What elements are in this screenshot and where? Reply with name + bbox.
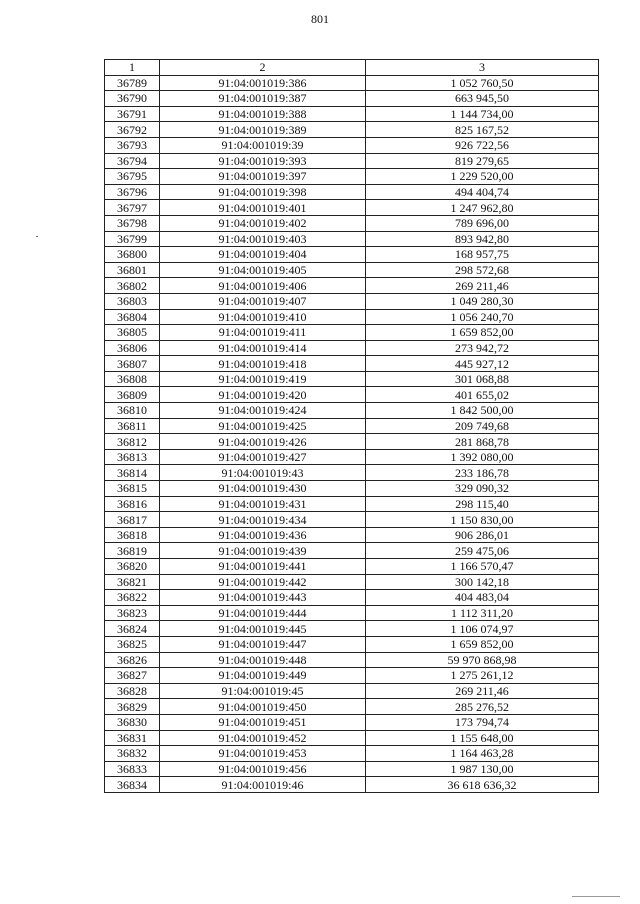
cadastral-value-cell: 173 794,74 [366,714,599,730]
table-row [105,434,599,450]
cadastral-number-cell: 91:04:001019:452 [160,730,366,746]
cadastral-number-cell: 91:04:001019:45 [160,683,366,699]
row-number-cell: 36792 [105,122,160,138]
table-row [105,699,599,715]
cadastral-value-cell: 819 279,65 [366,153,599,169]
row-number-cell: 36821 [105,574,160,590]
cadastral-value-cell: 1 987 130,00 [366,761,599,777]
table-row [105,683,599,699]
table-row [105,278,599,294]
cadastral-number-cell: 91:04:001019:443 [160,590,366,606]
table-row [105,309,599,325]
row-number-cell: 36823 [105,605,160,621]
row-number-cell: 36797 [105,200,160,216]
row-number-cell: 36814 [105,465,160,481]
row-number-cell: 36817 [105,512,160,528]
table-row [105,465,599,481]
row-number-cell: 36819 [105,543,160,559]
cadastral-number-cell: 91:04:001019:404 [160,247,366,263]
cadastral-value-cell: 300 142,18 [366,574,599,590]
cadastral-value-cell: 445 927,12 [366,356,599,372]
scan-artifact-line [572,896,620,897]
table-row [105,356,599,372]
cadastral-number-cell: 91:04:001019:450 [160,699,366,715]
table-row [105,325,599,341]
row-number-cell: 36805 [105,325,160,341]
cadastral-number-cell: 91:04:001019:402 [160,215,366,231]
row-number-cell: 36791 [105,106,160,122]
row-number-cell: 36827 [105,668,160,684]
cadastral-value-cell: 1 392 080,00 [366,449,599,465]
table-row [105,200,599,216]
cadastral-value-cell: 269 211,46 [366,683,599,699]
page-number: 801 [311,12,329,26]
cadastral-value-cell: 401 655,02 [366,387,599,403]
row-number-cell: 36815 [105,481,160,497]
row-number-cell: 36810 [105,403,160,419]
cadastral-number-cell: 91:04:001019:445 [160,621,366,637]
cadastral-value-cell: 285 276,52 [366,699,599,715]
table-row [105,418,599,434]
cadastral-value-cell: 1 155 648,00 [366,730,599,746]
cadastral-value-cell: 789 696,00 [366,215,599,231]
cadastral-number-cell: 91:04:001019:405 [160,262,366,278]
cadastral-number-cell: 91:04:001019:427 [160,449,366,465]
cadastral-number-cell: 91:04:001019:39 [160,137,366,153]
row-number-cell: 36832 [105,746,160,762]
table-row [105,636,599,652]
cadastral-value-cell: 893 942,80 [366,231,599,247]
cadastral-number-cell: 91:04:001019:420 [160,387,366,403]
table-row [105,746,599,762]
row-number-cell: 36802 [105,278,160,294]
table-row [105,231,599,247]
cadastral-value-cell: 329 090,32 [366,481,599,497]
scan-artifact-dot [36,236,38,237]
row-number-cell: 36818 [105,527,160,543]
cadastral-value-cell: 1 275 261,12 [366,668,599,684]
row-number-cell: 36803 [105,293,160,309]
cadastral-value-cell: 906 286,01 [366,527,599,543]
cadastral-number-cell: 91:04:001019:414 [160,340,366,356]
table-row [105,75,599,91]
cadastral-number-cell: 91:04:001019:401 [160,200,366,216]
cadastral-value-cell: 1 049 280,30 [366,293,599,309]
row-number-cell: 36833 [105,761,160,777]
table-header [105,60,599,76]
cadastral-number-cell: 91:04:001019:451 [160,714,366,730]
cadastral-value-cell: 926 722,56 [366,137,599,153]
cadastral-value-cell: 1 659 852,00 [366,636,599,652]
cadastral-number-cell: 91:04:001019:386 [160,75,366,91]
cadastral-value-cell: 494 404,74 [366,184,599,200]
cadastral-number-cell: 91:04:001019:406 [160,278,366,294]
cadastral-number-cell: 91:04:001019:449 [160,668,366,684]
cadastral-number-cell: 91:04:001019:431 [160,496,366,512]
cadastral-number-cell: 91:04:001019:448 [160,652,366,668]
cadastral-value-cell: 209 749,68 [366,418,599,434]
cadastral-number-cell: 91:04:001019:442 [160,574,366,590]
cadastral-number-cell: 91:04:001019:410 [160,309,366,325]
table-row [105,387,599,403]
cadastral-value-cell: 1 052 760,50 [366,75,599,91]
column-header-1: 1 [105,60,160,76]
row-number-cell: 36828 [105,683,160,699]
table-row [105,761,599,777]
row-number-cell: 36800 [105,247,160,263]
cadastral-number-cell: 91:04:001019:46 [160,777,366,793]
row-number-cell: 36822 [105,590,160,606]
cadastral-value-cell: 168 957,75 [366,247,599,263]
cadastral-value-cell: 269 211,46 [366,278,599,294]
row-number-cell: 36798 [105,215,160,231]
header-row [105,60,599,76]
column-header-2: 2 [160,60,366,76]
row-number-cell: 36826 [105,652,160,668]
table-row [105,215,599,231]
cadastral-value-cell: 1 164 463,28 [366,746,599,762]
cadastral-value-cell: 404 483,04 [366,590,599,606]
cadastral-number-cell: 91:04:001019:398 [160,184,366,200]
cadastral-value-cell: 233 186,78 [366,465,599,481]
cadastral-number-cell: 91:04:001019:424 [160,403,366,419]
cadastral-value-cell: 36 618 636,32 [366,777,599,793]
cadastral-number-cell: 91:04:001019:444 [160,605,366,621]
cadastral-number-cell: 91:04:001019:403 [160,231,366,247]
table-row [105,184,599,200]
row-number-cell: 36812 [105,434,160,450]
row-number-cell: 36834 [105,777,160,793]
table-row [105,730,599,746]
column-header-3: 3 [366,60,599,76]
cadastral-number-cell: 91:04:001019:393 [160,153,366,169]
table-row [105,137,599,153]
row-number-cell: 36799 [105,231,160,247]
table-row [105,714,599,730]
table-row [105,403,599,419]
table-row [105,340,599,356]
table-row [105,122,599,138]
cadastral-number-cell: 91:04:001019:426 [160,434,366,450]
table-row [105,481,599,497]
cadastral-number-cell: 91:04:001019:407 [160,293,366,309]
cadastral-value-table [104,59,599,793]
table-row [105,371,599,387]
table-row [105,512,599,528]
cadastral-number-cell: 91:04:001019:387 [160,91,366,107]
row-number-cell: 36808 [105,371,160,387]
row-number-cell: 36793 [105,137,160,153]
cadastral-value-cell: 1 659 852,00 [366,325,599,341]
row-number-cell: 36830 [105,714,160,730]
row-number-cell: 36795 [105,169,160,185]
cadastral-value-cell: 281 868,78 [366,434,599,450]
table-row [105,153,599,169]
table-row [105,293,599,309]
row-number-cell: 36801 [105,262,160,278]
table-row [105,247,599,263]
table-body [105,75,599,792]
table-row [105,621,599,637]
cadastral-number-cell: 91:04:001019:453 [160,746,366,762]
cadastral-value-cell: 1 106 074,97 [366,621,599,637]
cadastral-value-cell: 1 144 734,00 [366,106,599,122]
row-number-cell: 36796 [105,184,160,200]
cadastral-number-cell: 91:04:001019:411 [160,325,366,341]
cadastral-value-cell: 1 842 500,00 [366,403,599,419]
cadastral-value-cell: 1 150 830,00 [366,512,599,528]
cadastral-number-cell: 91:04:001019:397 [160,169,366,185]
table-row [105,559,599,575]
cadastral-number-cell: 91:04:001019:434 [160,512,366,528]
table-row [105,605,599,621]
cadastral-value-cell: 298 572,68 [366,262,599,278]
table-row [105,449,599,465]
table-row [105,668,599,684]
row-number-cell: 36831 [105,730,160,746]
cadastral-value-cell: 301 068,88 [366,371,599,387]
cadastral-value-cell: 259 475,06 [366,543,599,559]
cadastral-number-cell: 91:04:001019:441 [160,559,366,575]
cadastral-number-cell: 91:04:001019:388 [160,106,366,122]
table-row [105,590,599,606]
table-row [105,262,599,278]
table-row [105,496,599,512]
row-number-cell: 36804 [105,309,160,325]
table-row [105,91,599,107]
table-row [105,106,599,122]
row-number-cell: 36820 [105,559,160,575]
cadastral-value-cell: 298 115,40 [366,496,599,512]
cadastral-number-cell: 91:04:001019:418 [160,356,366,372]
row-number-cell: 36806 [105,340,160,356]
cadastral-value-cell: 1 112 311,20 [366,605,599,621]
cadastral-number-cell: 91:04:001019:430 [160,481,366,497]
table-row [105,543,599,559]
cadastral-number-cell: 91:04:001019:43 [160,465,366,481]
row-number-cell: 36807 [105,356,160,372]
table-row [105,652,599,668]
row-number-cell: 36790 [105,91,160,107]
row-number-cell: 36813 [105,449,160,465]
cadastral-number-cell: 91:04:001019:447 [160,636,366,652]
cadastral-number-cell: 91:04:001019:439 [160,543,366,559]
row-number-cell: 36809 [105,387,160,403]
cadastral-number-cell: 91:04:001019:425 [160,418,366,434]
row-number-cell: 36825 [105,636,160,652]
cadastral-value-cell: 1 247 962,80 [366,200,599,216]
cadastral-value-cell: 1 056 240,70 [366,309,599,325]
table-row [105,574,599,590]
cadastral-number-cell: 91:04:001019:436 [160,527,366,543]
row-number-cell: 36794 [105,153,160,169]
cadastral-value-cell: 663 945,50 [366,91,599,107]
cadastral-number-cell: 91:04:001019:456 [160,761,366,777]
table-row [105,777,599,793]
row-number-cell: 36816 [105,496,160,512]
cadastral-value-cell: 1 166 570,47 [366,559,599,575]
table-row [105,169,599,185]
cadastral-number-cell: 91:04:001019:389 [160,122,366,138]
cadastral-value-cell: 59 970 868,98 [366,652,599,668]
row-number-cell: 36789 [105,75,160,91]
cadastral-value-cell: 825 167,52 [366,122,599,138]
table-row [105,527,599,543]
row-number-cell: 36811 [105,418,160,434]
cadastral-value-cell: 1 229 520,00 [366,169,599,185]
cadastral-number-cell: 91:04:001019:419 [160,371,366,387]
row-number-cell: 36824 [105,621,160,637]
row-number-cell: 36829 [105,699,160,715]
cadastral-value-cell: 273 942,72 [366,340,599,356]
